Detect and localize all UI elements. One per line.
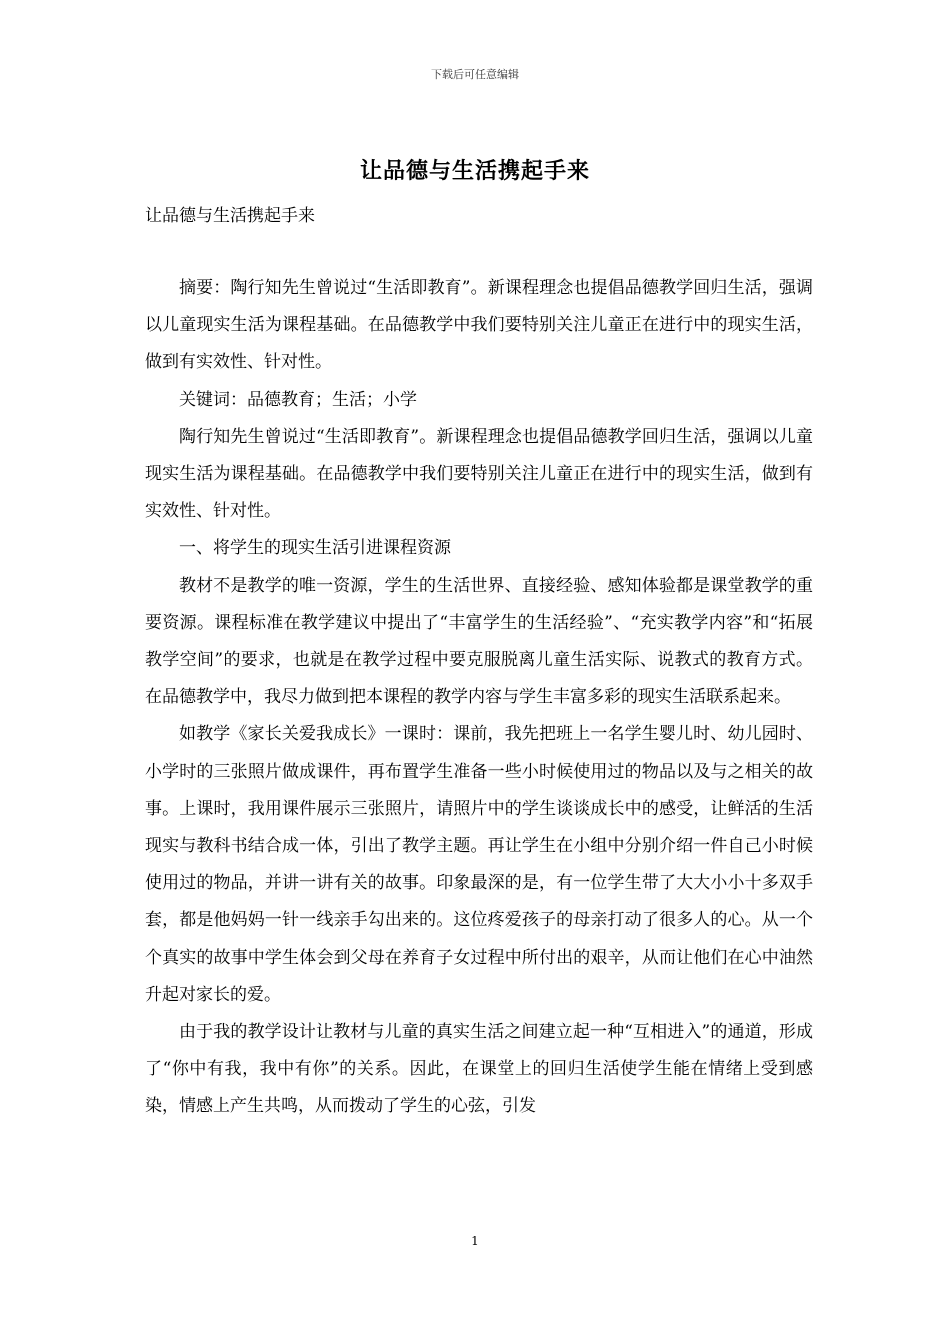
paragraph: 陶行知先生曾说过“生活即教育”。新课程理念也提倡品德教学回归生活，强调以儿童现实生活为课程基础。在品德教学中我们要特别关注儿童正在进行中的现实生活，做到有实效性、针对性。 (145, 426, 813, 522)
paragraph-keywords: 关键词：品德教育；生活；小学 (179, 389, 417, 410)
paragraph: 教材不是教学的唯一资源，学生的生活世界、直接经验、感知体验都是课堂教学的重要资源。课程标准在教学建议中提出了“丰富学生的生活经验”、“充实教学内容”和“拓展教学空间”的要求，也就是在教学过程中要克服脱离儿童生活实际、说教式的教育方式。在品德教学中，我尽力做到把本课程的教学内容与学生丰富多彩的现实生活联系起来。 (145, 575, 813, 708)
document-body (145, 270, 813, 1126)
page-header: 下载后可任意编辑 (431, 68, 519, 81)
document-subtitle: 让品德与生活携起手来 (145, 206, 315, 226)
section-heading: 一、将学生的现实生活引进课程资源 (179, 538, 451, 559)
paragraph: 由于我的教学设计让教材与儿童的真实生活之间建立起一种“互相进入”的通道，形成了“你中有我，我中有你”的关系。因此，在课堂上的回归生活使学生能在情绪上受到感染，情感上产生共鸣，从而拨动了学生的心弦，引发 (145, 1022, 813, 1117)
document-title: 让品德与生活携起手来 (359, 158, 590, 184)
paragraph-abstract: 摘要：陶行知先生曾说过“生活即教育”。新课程理念也提倡品德教学回归生活，强调以儿童现实生活为课程基础。在品德教学中我们要特别关注儿童正在进行中的现实生活，做到有实效性、针对性。 (145, 278, 813, 373)
paragraph: 如教学《家长关爱我成长》一课时：课前，我先把班上一名学生婴儿时、幼儿园时、小学时的三张照片做成课件，再布置学生准备一些小时候使用过的物品以及与之相关的故事。上课时，我用课件展示三张照片，请照片中的学生谈谈成长中的感受，让鲜活的生活现实与教科书结合成一体，引出了教学主题。再让学生在小组中分别介绍一件自己小时候使用过的物品，并讲一讲有关的故事。印象最深的是，有一位学生带了大大小小十多双手套，都是他妈妈一针一线亲手勾出来的。这位疼爱孩子的母亲打动了很多人的心。从一个个真实的故事中学生体会到父母在养育子女过程中所付出的艰辛，从而让他们在心中油然升起对家长的爱。 (145, 724, 813, 1005)
page-number: 1 (471, 1234, 479, 1248)
